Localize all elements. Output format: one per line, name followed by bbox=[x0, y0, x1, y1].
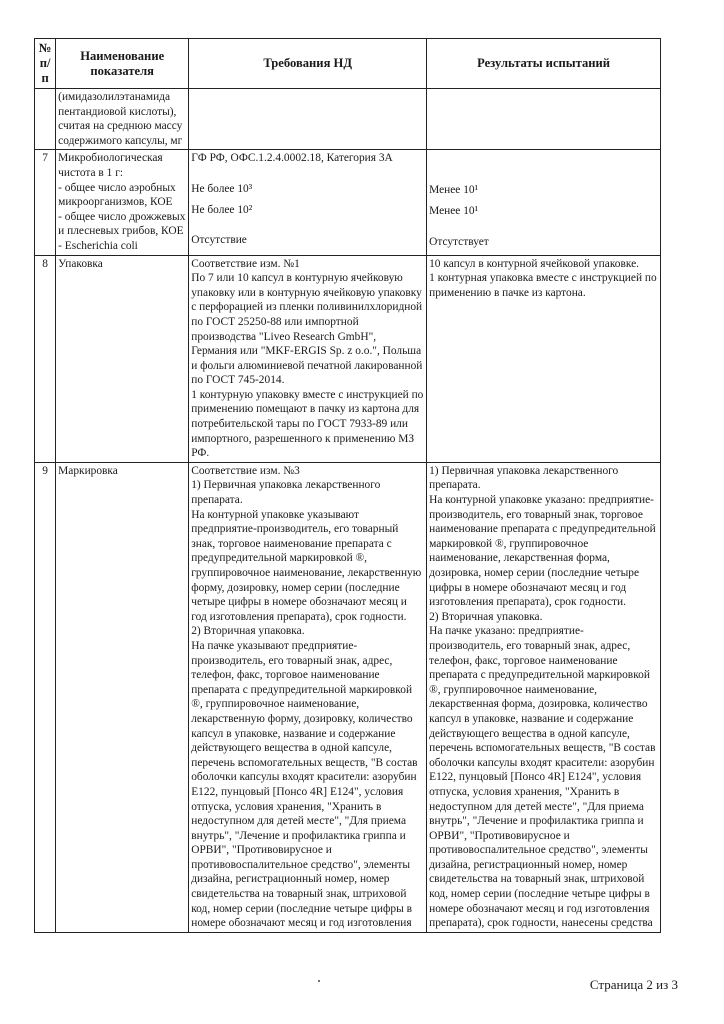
req-line: 2) Вторичная упаковка. bbox=[191, 625, 305, 638]
res-line: Отсутствует bbox=[429, 235, 489, 248]
req-line: На контурной упаковке указывают предприятие-производитель, его товарный знак, торговое наименование препарата с предупредительной маркировкой ®, группировочное наименование, лекарственную форму, дозировку, номер серии (последние четыре цифры в номере обозначают месяц и год изготовления препарата), срок годности. bbox=[191, 508, 422, 623]
cell-name: (имидазолилэтанамида пентандиовой кислоты), считая на среднюю массу содержимого капсулы, мг bbox=[56, 89, 189, 150]
table-row-8 bbox=[35, 255, 661, 462]
req-line: На пачке указывают предприятие-производитель, его товарный знак, адрес, телефон, факс, торговое наименование препарата с предупредительной маркировкой ®, группировочное наименование, лекарственную форму, дозировку, количество капсул в упаковке, название и содержание действующего вещества в одной капсуле, перечень вспомогательных веществ, "В состав оболочки капсулы входят красители: азорубин Е122, пунцовый [Понсо 4R] Е124", условия отпуска, условия хранения, "Хранить в недоступном для детей месте", "Для приема внутрь", "Лечение и профилактика гриппа и ОРВИ", "Противовирусное и противовоспалительное средство", элементы дизайна, регистрационный номер, номер свидетельства на товарный знак, штриховой код, номер серии (последние четыре цифры в номере обозначают месяц и год изготовления bbox=[191, 639, 418, 930]
table-row-7 bbox=[35, 150, 661, 255]
req-line: ГФ РФ, ОФС.1.2.4.0002.18, Категория 3А bbox=[191, 152, 393, 165]
res-line: Менее 10¹ bbox=[429, 204, 479, 217]
table-header-row bbox=[35, 39, 661, 89]
name-line: - общее число аэробных микроорганизмов, КОЕ bbox=[58, 181, 176, 209]
req-line: По 7 или 10 капсул в контурную ячейковую упаковку или в контурную ячейковую упаковку с перфорацией из пленки поливинилхлоридной по ГОСТ 25250-88 или импортной производства "Liveo Research GmbH", Германия или "MKF-ERGIS Sp. z o.o.", Польша и фольги алюминиевой печатной лакированной по ГОСТ 745-2014. bbox=[191, 272, 423, 387]
cell-requirements bbox=[189, 255, 427, 462]
header-requirements: Требования НД bbox=[189, 39, 427, 89]
name-line: Микробиологическая чистота в 1 г: bbox=[58, 152, 163, 179]
name-line: - Escherichia coli bbox=[58, 239, 138, 252]
cell-requirements bbox=[189, 150, 427, 255]
cell-results bbox=[427, 255, 661, 462]
header-results: Результаты испытаний bbox=[427, 39, 661, 89]
cell-name bbox=[56, 150, 189, 255]
scan-speck bbox=[318, 980, 320, 982]
req-line: 1 контурную упаковку вместе с инструкцией по применению помещают в пачку из картона для потребительской тары по ГОСТ 7933-89 или импортного, разрешенного к применению МЗ РФ. bbox=[191, 388, 424, 460]
res-line: Менее 10¹ bbox=[429, 184, 479, 197]
cell-name: Упаковка bbox=[56, 255, 189, 462]
res-line: 2) Вторичная упаковка. bbox=[429, 610, 543, 623]
cell-results bbox=[427, 462, 661, 932]
table-row-9 bbox=[35, 462, 661, 932]
page-number: Страница 2 из 3 bbox=[589, 977, 678, 992]
res-line: 1) Первичная упаковка лекарственного препарата. bbox=[429, 464, 619, 492]
cell-results bbox=[427, 89, 661, 150]
header-num: № п/п bbox=[35, 39, 56, 89]
specification-table bbox=[34, 38, 661, 933]
header-name: Наименование показателя bbox=[56, 39, 189, 89]
res-line: 1 контурная упаковка вместе с инструкцией по применению в пачке из картона. bbox=[429, 272, 657, 299]
res-line: На контурной упаковке указано: предприятие-производитель, его товарный знак, торговое наименование препарата с предупредительной маркировкой ®, группировочное наименование, лекарственная форма, дозировка, номер серии (последние четыре цифры в номере обозначают месяц и год изготовления препарата), срок годности. bbox=[429, 494, 656, 609]
cell-results bbox=[427, 150, 661, 255]
cell-num: 9 bbox=[35, 462, 56, 932]
req-line: 1) Первичная упаковка лекарственного препарата. bbox=[191, 479, 381, 507]
cell-requirements bbox=[189, 462, 427, 932]
cell-name: Маркировка bbox=[56, 462, 189, 932]
name-line: - общее число дрожжевых и плесневых грибов, КОЕ bbox=[58, 210, 186, 238]
req-line: Не более 10³ bbox=[191, 182, 253, 195]
cell-requirements bbox=[189, 89, 427, 150]
cell-num: 7 bbox=[35, 150, 56, 255]
cell-num: 8 bbox=[35, 255, 56, 462]
table-row-continued bbox=[35, 89, 661, 150]
req-line: Соответствие изм. №1 bbox=[191, 257, 300, 270]
cell-num bbox=[35, 89, 56, 150]
req-line: Отсутствие bbox=[191, 234, 247, 247]
res-line: 10 капсул в контурной ячейковой упаковке. bbox=[429, 257, 640, 270]
res-line: На пачке указано: предприятие-производитель, его товарный знак, адрес, телефон, факс, торговое наименование препарата с предупредительной маркировкой ®, группировочное наименование, лекарственная форма, дозировка, количество капсул в упаковке, название и содержание действующего вещества в одной капсуле, перечень вспомогательных веществ, "В состав оболочки капсулы входят красители: азорубин Е122, пунцовый [Понсо 4R] Е124", условия отпуска, условия хранения, "Хранить в недоступном для детей месте", "Для приема внутрь", "Лечение и профилактика гриппа и ОРВИ", "Противовирусное и противовоспалительное средство", элементы дизайна, регистрационный номер, номер свидетельства на товарный знак, штриховой код, номер серии (последние четыре цифры в номере обозначают месяц и год изготовления препарата), срок годности, нанесены средства bbox=[429, 625, 656, 930]
req-line: Не более 10² bbox=[191, 203, 253, 216]
req-line: Соответствие изм. №3 bbox=[191, 464, 300, 477]
